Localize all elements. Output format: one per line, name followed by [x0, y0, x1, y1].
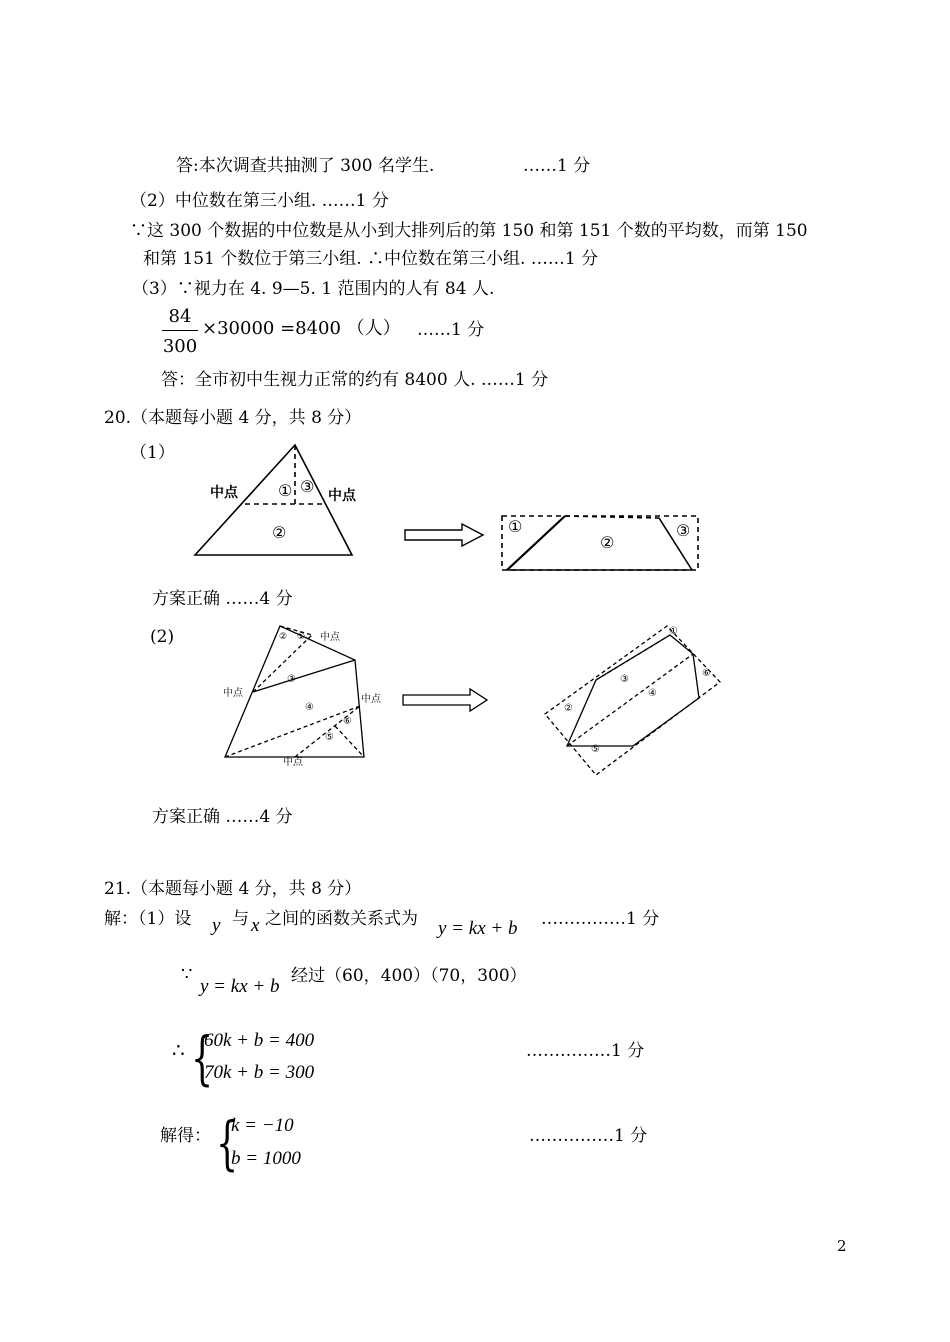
q20-part1-label: （1） [130, 443, 175, 463]
region-1-label-result: ① [508, 517, 523, 536]
fig2-region-5-label: ⑤ [325, 732, 334, 743]
transform-arrow-2 [403, 689, 487, 711]
system1-eq1: 60k + b = 400 [204, 1030, 315, 1051]
calc-score: ……1 分 [417, 320, 485, 340]
fig2-region-1-label: ① [297, 632, 306, 642]
region-1-label: ① [278, 481, 293, 500]
because-symbol: ∵ [181, 964, 193, 985]
system1-eq2: 70k + b = 300 [204, 1062, 315, 1083]
score-2: ……………1 分 [526, 1041, 645, 1061]
function-formula-2: y = kx + b [200, 976, 280, 997]
system2-eq1: k = −10 [231, 1115, 294, 1136]
therefore-symbol: ∴ [172, 1038, 185, 1062]
figure-1-triangle-dissection [190, 440, 720, 580]
fig2-result-region-2: ② [564, 703, 573, 714]
midpoint-label-left: 中点 [210, 485, 238, 501]
fig2-result-region-3: ③ [620, 674, 629, 685]
fig2-result-region-4: ④ [648, 688, 657, 699]
figure-2-quadrilateral-dissection [215, 618, 730, 788]
q20-header: 20.（本题每小题 4 分，共 8 分） [104, 408, 362, 428]
answer-line-1-score: ……1 分 [523, 156, 591, 176]
score-1: ……………1 分 [541, 909, 660, 929]
fig2-region-6-label: ⑥ [343, 716, 352, 727]
with-text: 与 [232, 909, 249, 929]
fig2-result-region-6: ⑥ [702, 668, 711, 679]
fraction-bar [162, 330, 198, 331]
calc-expression: ×30000 =8400 （人） [202, 318, 401, 339]
system-brace-2: { [216, 1109, 239, 1177]
part2-line: （2）中位数在第三小组. ……1 分 [130, 191, 389, 211]
region-2-label: ② [272, 523, 287, 542]
transform-arrow-1 [405, 524, 483, 546]
fig2-midpoint-left: 中点 [223, 688, 243, 699]
relation-text: 之间的函数关系式为 [265, 909, 418, 929]
page-number: 2 [837, 1237, 847, 1255]
fig2-region-4-label: ④ [305, 702, 314, 713]
score-3: ……………1 分 [529, 1126, 648, 1146]
fig2-midpoint-right: 中点 [361, 694, 381, 705]
quadrilateral-figure [225, 626, 364, 757]
region-2-label-result: ② [600, 533, 615, 552]
var-x: x [251, 915, 260, 936]
rectangle-figure-2 [545, 626, 720, 775]
passes-points: 经过（60，400）（70，300） [291, 966, 527, 986]
fig2-result-region-1: ① [669, 626, 678, 637]
fig2-midpoint-bottom: 中点 [283, 757, 303, 768]
fraction-numerator: 84 [168, 306, 192, 327]
fig2-region-2-label: ② [279, 632, 288, 642]
reason-line-2: 和第 151 个数位于第三小组. ∴中位数在第三小组. ……1 分 [143, 249, 599, 269]
q21-solve-prefix: 解：（1）设 [104, 909, 192, 929]
region-3-label-result: ③ [676, 521, 691, 540]
q21-header: 21.（本题每小题 4 分，共 8 分） [104, 879, 362, 899]
function-formula: y = kx + b [438, 918, 518, 939]
midpoint-label-right: 中点 [328, 488, 356, 504]
region-3-label: ③ [300, 477, 315, 496]
q20-ok-1: 方案正确 ……4 分 [152, 589, 293, 609]
solved-label: 解得： [160, 1126, 211, 1146]
answer-line-1: 答:本次调查共抽测了 300 名学生. [176, 156, 435, 176]
fig2-region-3-label: ③ [287, 674, 296, 685]
answer-line-3: 答：全市初中生视力正常的约有 8400 人. ……1 分 [161, 370, 549, 390]
fig2-midpoint-top: 中点 [320, 632, 340, 643]
var-y: y [212, 915, 221, 936]
q20-ok-2: 方案正确 ……4 分 [152, 807, 293, 827]
fraction-denominator: 300 [162, 336, 198, 357]
q20-part2-label: (2) [150, 627, 175, 647]
fig2-result-region-5: ⑤ [591, 744, 600, 755]
system-brace-1: { [191, 1024, 214, 1092]
part3-line: （3）∵视力在 4. 9—5. 1 范围内的人有 84 人. [132, 279, 495, 299]
reason-line-1: ∵这 300 个数据的中位数是从小到大排列后的第 150 和第 151 个数的平均数，而第 150 [130, 221, 808, 241]
system2-eq2: b = 1000 [231, 1148, 301, 1169]
